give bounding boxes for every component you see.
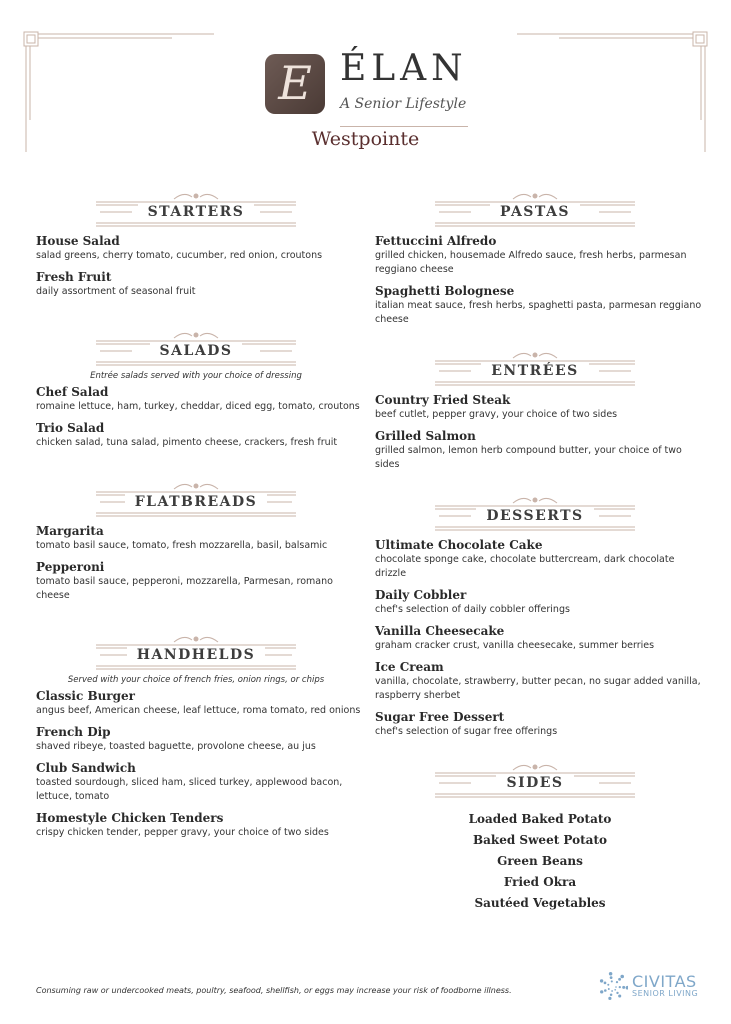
section-title — [435, 508, 635, 524]
menu-item-description: salad greens, cherry tomato, cucumber, red onion, croutons — [36, 250, 323, 261]
menu-item-description: daily assortment of seasonal fruit — [36, 286, 196, 297]
section-title-text: FLATBREADS — [125, 494, 268, 510]
side-item: Fried Okra — [503, 875, 577, 889]
civitas-dots-icon — [598, 972, 628, 1002]
menu-item — [375, 284, 705, 327]
menu-item-name: Fettuccini Alfredo — [375, 234, 497, 248]
menu-item-description: tomato basil sauce, pepperoni, mozzarella, Parmesan, romano cheese — [36, 576, 333, 601]
menu-item-description: toasted sourdough, sliced ham, sliced turkey, applewood bacon, lettuce, tomato — [36, 777, 343, 802]
menu-item — [36, 524, 366, 553]
logo-letter: E — [278, 56, 312, 110]
menu-item-description: vanilla, chocolate, strawberry, butter pecan, no sugar added vanilla, raspberry sherbet — [375, 676, 701, 701]
menu-item — [36, 421, 366, 450]
section-header — [96, 633, 296, 673]
menu-item-description: shaved ribeye, toasted baguette, provolone cheese, au jus — [36, 741, 316, 752]
menu-item-description: grilled chicken, housemade Alfredo sauce, fresh herbs, parmesan reggiano cheese — [375, 250, 687, 275]
section-title — [96, 204, 296, 220]
menu-item-name: French Dip — [36, 725, 111, 739]
menu-item — [375, 624, 705, 653]
section-header — [435, 190, 635, 230]
section-title-text: DESSERTS — [476, 508, 593, 524]
menu-item — [36, 270, 366, 299]
menu-item-description: beef cutlet, pepper gravy, your choice of two sides — [375, 409, 618, 420]
menu-item-description: chef's selection of daily cobbler offerings — [375, 604, 570, 615]
location-name: Westpointe — [311, 128, 420, 150]
section-title — [435, 363, 635, 379]
side-item: Sautéed Vegetables — [474, 896, 606, 910]
menu-item — [36, 560, 366, 603]
menu-column-right — [375, 190, 705, 914]
menu-item-name: Ice Cream — [375, 660, 444, 674]
menu-item — [375, 429, 705, 472]
section-note: Served with your choice of french fries, onion rings, or chips — [67, 675, 325, 685]
menu-item-name: Fresh Fruit — [36, 270, 112, 284]
menu-item — [36, 385, 366, 414]
section-header — [435, 349, 635, 389]
menu-item — [36, 725, 366, 754]
menu-item-name: Homestyle Chicken Tenders — [36, 811, 224, 825]
menu-section — [375, 190, 705, 327]
section-title-text: HANDHELDS — [127, 647, 266, 663]
menu-item-name: Grilled Salmon — [375, 429, 476, 443]
menu-item — [375, 588, 705, 617]
section-header — [96, 480, 296, 520]
section-title — [435, 204, 635, 220]
brand-name: ÉLAN — [340, 48, 468, 89]
menu-section — [36, 329, 366, 450]
menu-item-description: chef's selection of sugar free offerings — [375, 726, 558, 737]
menu-item-description: graham cracker crust, vanilla cheesecake, summer berries — [375, 640, 655, 651]
logo-divider — [340, 126, 468, 127]
menu-section — [36, 633, 366, 840]
menu-item-description: grilled salmon, lemon herb compound butter, your choice of two sides — [375, 445, 682, 470]
menu-item-description: chocolate sponge cake, chocolate buttercream, dark chocolate drizzle — [375, 554, 675, 579]
menu-item-name: Chef Salad — [36, 385, 109, 399]
section-title — [96, 494, 296, 510]
side-item: Baked Sweet Potato — [473, 833, 607, 847]
section-title-text: SALADS — [150, 343, 243, 359]
menu-item — [36, 234, 366, 263]
sides-list — [375, 809, 705, 914]
menu-item-description: crispy chicken tender, pepper gravy, your choice of two sides — [36, 827, 329, 838]
section-header — [96, 190, 296, 230]
brand-tagline: A Senior Lifestyle — [340, 96, 467, 112]
menu-item — [36, 761, 366, 804]
menu-item — [375, 660, 705, 703]
menu-section — [36, 190, 366, 299]
menu-item-description: chicken salad, tuna salad, pimento cheese, crackers, fresh fruit — [36, 437, 338, 448]
menu-item-name: Ultimate Chocolate Cake — [375, 538, 543, 552]
section-title — [96, 647, 296, 663]
menu-item-name: Margarita — [36, 524, 104, 538]
menu-item-name: Classic Burger — [36, 689, 135, 703]
menu-item-name: Trio Salad — [36, 421, 105, 435]
section-title-text: SIDES — [496, 775, 573, 791]
menu-item-name: Vanilla Cheesecake — [375, 624, 505, 638]
side-item: Loaded Baked Potato — [468, 812, 612, 826]
logo-mark — [265, 54, 325, 114]
menu-item-name: Spaghetti Bolognese — [375, 284, 515, 298]
menu-item-description: angus beef, American cheese, leaf lettuce, roma tomato, red onions — [36, 705, 361, 716]
side-item: Green Beans — [497, 854, 583, 868]
menu-item-name: Pepperoni — [36, 560, 105, 574]
menu-item — [375, 710, 705, 739]
menu-section — [36, 480, 366, 603]
section-note: Entrée salads served with your choice of dressing — [90, 371, 302, 381]
menu-item — [375, 234, 705, 277]
menu-item-description: romaine lettuce, ham, turkey, cheddar, diced egg, tomato, croutons — [36, 401, 360, 412]
section-header — [435, 494, 635, 534]
menu-item — [375, 393, 705, 422]
menu-item-name: House Salad — [36, 234, 120, 248]
section-header — [96, 329, 296, 369]
menu-item-description: tomato basil sauce, tomato, fresh mozzarella, basil, balsamic — [36, 540, 328, 551]
menu-item-name: Sugar Free Dessert — [375, 710, 505, 724]
menu-section-sides — [375, 761, 705, 914]
section-title — [96, 343, 296, 359]
menu-item-description: italian meat sauce, fresh herbs, spaghetti pasta, parmesan reggiano cheese — [375, 300, 702, 325]
menu-item — [36, 689, 366, 718]
section-title-text: STARTERS — [138, 204, 255, 220]
menu-item — [36, 811, 366, 840]
section-title-text: PASTAS — [490, 204, 580, 220]
civitas-name: CIVITAS — [632, 972, 697, 991]
menu-section — [375, 494, 705, 739]
section-title — [435, 775, 635, 791]
menu-section — [375, 349, 705, 472]
menu-column-left — [36, 190, 366, 847]
menu-item — [375, 538, 705, 581]
civitas-subtitle: SENIOR LIVING — [632, 989, 699, 998]
menu-item-name: Country Fried Steak — [375, 393, 511, 407]
menu-item-name: Club Sandwich — [36, 761, 136, 775]
civitas-logo — [598, 972, 708, 1002]
food-safety-disclaimer: Consuming raw or undercooked meats, poultry, seafood, shellfish, or eggs may increase your risk of foodborne illness. — [36, 986, 512, 995]
section-header — [435, 761, 635, 801]
section-title-text: ENTRÉES — [481, 363, 588, 379]
menu-item-name: Daily Cobbler — [375, 588, 467, 602]
